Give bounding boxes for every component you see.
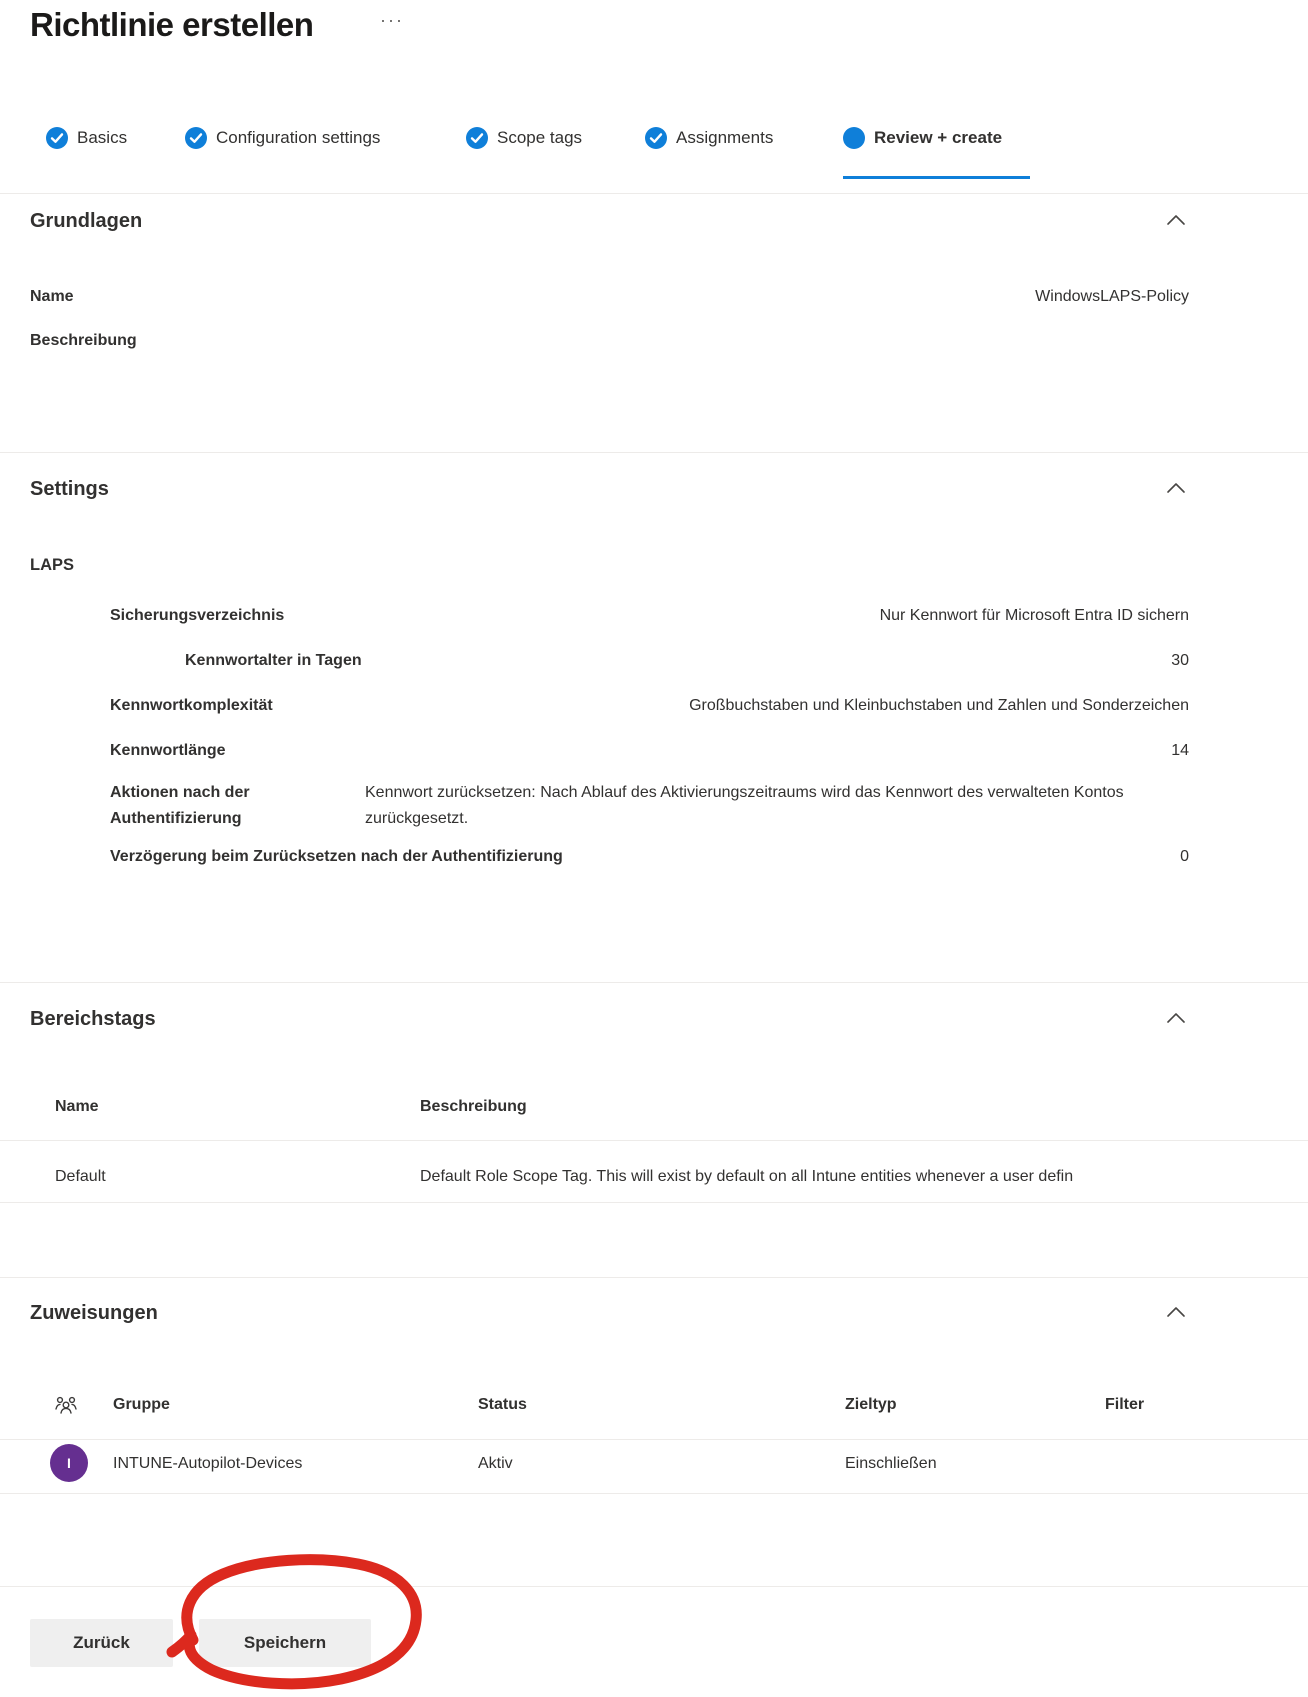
setting-label: Kennwortkomplexität — [110, 697, 273, 714]
table-row-divider — [0, 1202, 1308, 1203]
step-complete-check-icon — [46, 127, 68, 149]
basics-name-value: WindowsLAPS-Policy — [1035, 288, 1189, 305]
tab-assignments[interactable] — [645, 127, 773, 149]
back-button[interactable] — [30, 1619, 173, 1667]
setting-value: Großbuchstaben und Kleinbuchstaben und Zahlen und Sonderzeichen — [689, 697, 1189, 714]
tab-configuration-settings[interactable] — [185, 127, 380, 149]
scope-tags-column-name: Name — [55, 1098, 99, 1115]
setting-value: 0 — [1180, 848, 1189, 865]
collapse-chevron-up-icon[interactable] — [1163, 208, 1189, 234]
basics-description-label: Beschreibung — [30, 332, 137, 349]
more-options-button[interactable]: ··· — [380, 10, 404, 30]
save-button-label: Speichern — [243, 1633, 327, 1652]
setting-value: Kennwort zurücksetzen: Nach Ablauf des Aktivierungszeitraums wird das Kennwort des verwalteten Kontos zurückgesetzt. — [365, 784, 1124, 827]
assignment-group-cell: INTUNE-Autopilot-Devices — [113, 1455, 303, 1472]
scope-tags-column-description: Beschreibung — [420, 1098, 527, 1115]
table-header-divider — [0, 1439, 1308, 1440]
settings-group-label: LAPS — [30, 556, 75, 574]
save-button[interactable] — [199, 1619, 371, 1667]
page-title: Richtlinie erstellen — [30, 6, 314, 43]
avatar-letter: I — [67, 1455, 71, 1471]
setting-value: Nur Kennwort für Microsoft Entra ID sichern — [879, 607, 1189, 624]
section-heading-settings: Settings — [30, 478, 109, 500]
step-complete-check-icon — [466, 127, 488, 149]
setting-label: Kennwortalter in Tagen — [185, 652, 362, 669]
setting-label: Kennwortlänge — [110, 742, 226, 759]
setting-value: 14 — [1171, 742, 1189, 759]
collapse-chevron-up-icon[interactable] — [1163, 1300, 1189, 1326]
step-complete-check-icon — [185, 127, 207, 149]
setting-label: Verzögerung beim Zurücksetzen nach der Authentifizierung — [110, 848, 563, 865]
step-complete-check-icon — [645, 127, 667, 149]
tab-label: Configuration settings — [216, 128, 381, 147]
setting-value: 30 — [1171, 652, 1189, 669]
scope-tag-name-cell: Default — [55, 1168, 106, 1185]
assignments-column-group: Gruppe — [113, 1396, 170, 1413]
assignments-column-filter: Filter — [1105, 1396, 1145, 1413]
tab-label: Basics — [77, 128, 128, 147]
assignments-column-target-type: Zieltyp — [845, 1396, 897, 1413]
tab-label: Review + create — [874, 128, 1003, 147]
step-active-dot-icon — [843, 127, 865, 149]
tab-basics[interactable] — [46, 127, 127, 149]
collapse-chevron-up-icon[interactable] — [1163, 476, 1189, 502]
assignment-status-cell: Aktiv — [478, 1455, 513, 1472]
setting-label: Aktionen nach der Authentifizierung — [110, 784, 250, 827]
divider — [0, 193, 1308, 194]
section-heading-scope-tags: Bereichstags — [30, 1008, 156, 1030]
section-heading-assignments: Zuweisungen — [30, 1302, 158, 1324]
scope-tag-description-cell: Default Role Scope Tag. This will exist by default on all Intune entities whenever a user defin — [420, 1168, 1074, 1185]
tab-scope-tags[interactable] — [466, 127, 582, 149]
active-tab-underline — [843, 176, 1030, 179]
footer-divider — [0, 1586, 1308, 1587]
section-heading-basics: Grundlagen — [30, 210, 143, 232]
tab-label: Scope tags — [497, 128, 583, 147]
collapse-chevron-up-icon[interactable] — [1163, 1006, 1189, 1032]
divider — [0, 1277, 1308, 1278]
basics-name-label: Name — [30, 288, 74, 305]
tab-label: Assignments — [676, 128, 774, 147]
group-avatar — [50, 1444, 88, 1482]
table-header-divider — [0, 1140, 1308, 1141]
back-button-label: Zurück — [73, 1633, 130, 1652]
divider — [0, 452, 1308, 453]
setting-label: Sicherungsverzeichnis — [110, 607, 285, 624]
divider — [0, 982, 1308, 983]
tab-review-create[interactable] — [843, 127, 1002, 149]
assignment-target-type-cell: Einschließen — [845, 1455, 937, 1472]
group-people-icon — [53, 1394, 79, 1416]
table-row-divider — [0, 1493, 1308, 1494]
assignments-column-status: Status — [478, 1396, 527, 1413]
